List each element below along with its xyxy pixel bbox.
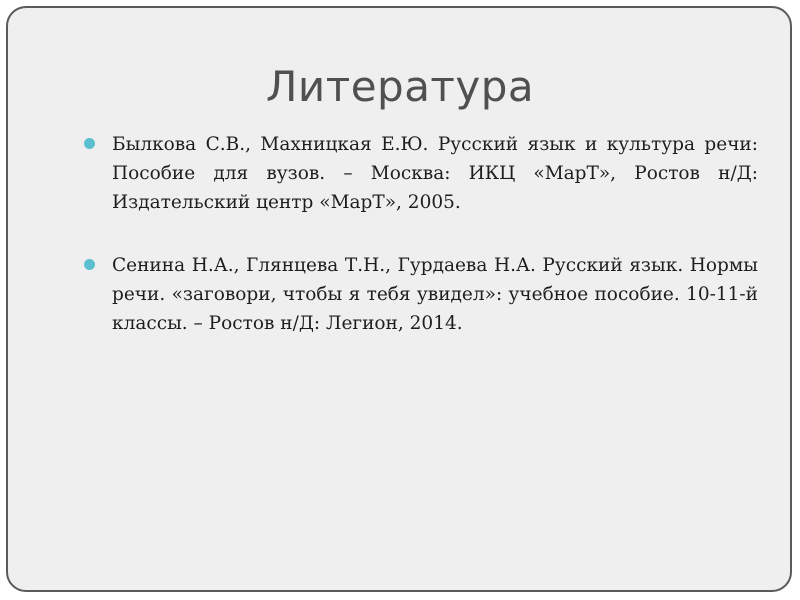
reference-text: Сенина Н.А., Глянцева Т.Н., Гурдаева Н.А. Русский язык. Нормы речи. «заговори, чтобы я тебя увидел»: учебное пособие. 10-11-й классы. – Ростов н/Д: Легион, 2014.: [112, 255, 758, 334]
reference-text: Былкова С.В., Махницкая Е.Ю. Русский язык и культура речи: Пособие для вузов. – Москва: ИКЦ «МарТ», Ростов н/Д: Издательский центр «МарТ», 2005.: [112, 134, 758, 213]
list-item: [84, 251, 758, 338]
bullet-icon: [84, 138, 95, 149]
slide-title: Литература: [265, 62, 535, 111]
reference-list: [84, 130, 758, 372]
bullet-icon: [84, 259, 95, 270]
list-item: [84, 130, 758, 217]
